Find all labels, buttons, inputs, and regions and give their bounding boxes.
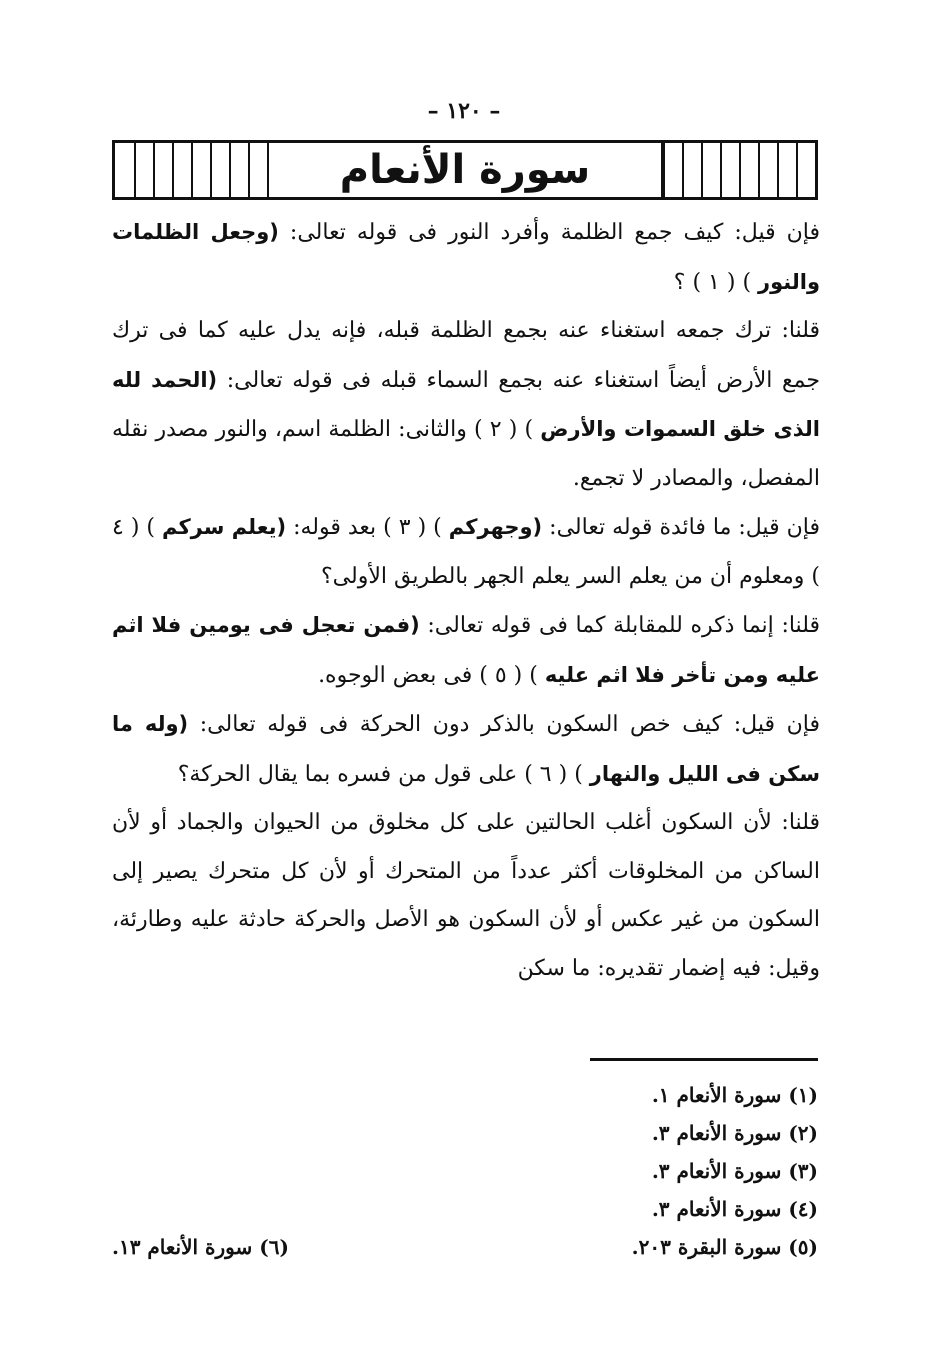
quran-quote: (وجهركم	[448, 515, 543, 539]
page-number: – ١٢٠ –	[427, 98, 501, 124]
paragraph-text: قلنا: إنما ذكره للمقابلة كما فى قوله تعالى:	[419, 613, 820, 638]
footnote-separator	[590, 1058, 818, 1061]
title-frame-bars-left	[115, 143, 267, 197]
body-text	[112, 208, 820, 993]
quran-quote: (وجعل الظلمات والنور	[112, 220, 820, 294]
footnote-3: (٣) سورة الأنعام ٣.	[651, 1159, 818, 1183]
footnote-2: (٢) سورة الأنعام ٣.	[651, 1121, 818, 1145]
paragraph-text: ) ( ٤ ) ومعلوم أن من يعلم السر يعلم الجهر بالطريق الأولى؟	[112, 515, 820, 589]
paragraph-text: فإن قيل: كيف جمع الظلمة وأفرد النور فى قوله تعالى:	[278, 220, 820, 245]
paragraph-2	[112, 307, 820, 503]
paragraph-3	[112, 503, 820, 601]
paragraph-1	[112, 208, 820, 307]
chapter-title: سورة الأنعام	[267, 143, 663, 197]
footnote-1: (١) سورة الأنعام ١.	[651, 1083, 818, 1107]
quran-quote: (فمن تعجل فى يومين فلا اثم عليه ومن تأخر فلا اثم عليه	[112, 613, 820, 687]
paragraph-text: فإن قيل: ما فائدة قوله تعالى:	[542, 515, 820, 540]
paragraph-6	[112, 799, 820, 993]
footnote-5: (٥) سورة البقرة ٢٠٣.	[631, 1235, 818, 1259]
chapter-title-frame	[112, 140, 818, 200]
footnote-4: (٤) سورة الأنعام ٣.	[651, 1197, 818, 1221]
paragraph-text: ) ( ٦ ) على قول من فسره بما يقال الحركة؟	[177, 761, 590, 787]
paragraph-text: ) ( ٢ ) والثانى: الظلمة اسم، والنور مصدر نقله المفصل، والمصادر لا تجمع.	[112, 417, 820, 491]
title-frame-bars-right	[663, 143, 815, 197]
footnotes	[112, 1076, 818, 1266]
paragraph-4	[112, 601, 820, 700]
paragraph-text: ) ( ٣ ) بعد قوله:	[286, 515, 449, 540]
quran-quote: (وله ما سكن فى الليل والنهار	[112, 712, 820, 786]
footnote-6: (٦) سورة الأنعام ١٣.	[112, 1235, 289, 1259]
paragraph-text: قلنا: ترك جمعه استغناء عنه بجمع الظلمة قبله، فإنه يدل عليه كما فى ترك جمع الأرض أيضاً استغناء عنه بجمع السماء قبله فى قوله تعالى:	[112, 318, 820, 393]
paragraph-5	[112, 700, 820, 799]
quran-quote: (يعلم سركم	[162, 515, 287, 539]
paragraph-text: فإن قيل: كيف خص السكون بالذكر دون الحركة فى قوله تعالى:	[188, 712, 820, 737]
paragraph-text: قلنا: لأن السكون أغلب الحالتين على كل مخلوق من الحيوان والجماد أو لأن الساكن من المخلوقات أكثر عدداً من المتحرك أو لأن كل متحرك يصير إلى السكون من غير عكس أو لأن السكون هو الأصل والحركة حادثة عليه وطارئة، وقيل: فيه إضمار تقديره: ما سكن	[112, 810, 820, 981]
paragraph-text: ) ( ٥ ) فى بعض الوجوه.	[318, 662, 545, 688]
paragraph-text: ) ( ١ ) ؟	[673, 269, 759, 295]
quran-quote: (الحمد لله الذى خلق السموات والأرض	[112, 367, 820, 441]
